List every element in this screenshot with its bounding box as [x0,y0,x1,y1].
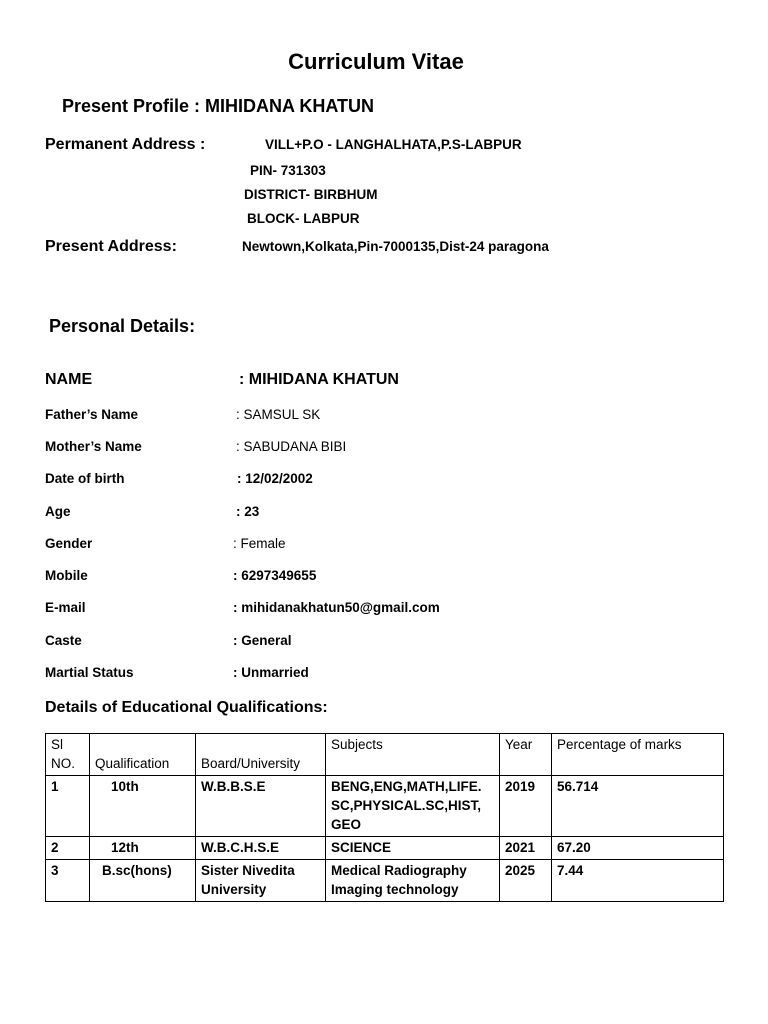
col-header-percentage: Percentage of marks [552,734,724,776]
address-line-pin: PIN- 731303 [250,163,326,178]
cell-board: W.B.B.S.E [196,776,326,837]
cell-year: 2021 [500,837,552,860]
email-value: : mihidanakhatun50@gmail.com [233,600,440,615]
present-address-label: Present Address: [45,238,177,255]
education-table [45,733,724,902]
table-row [46,776,724,837]
age-label: Age [45,504,71,519]
education-heading: Details of Educational Qualifications: [45,699,328,716]
caste-label: Caste [45,633,82,648]
table-header-row [46,734,724,776]
email-label: E-mail [45,600,86,615]
father-name-value: : SAMSUL SK [236,407,321,422]
cell-percentage: 7.44 [552,860,724,902]
col-header-subjects: Subjects [326,734,500,776]
personal-details-heading: Personal Details: [49,316,196,336]
col-header-sl [46,734,90,776]
permanent-address-label: Permanent Address : [45,136,206,153]
cell-percentage: 67.20 [552,837,724,860]
mother-name-value: : SABUDANA BIBI [236,439,347,454]
sl-header-line2: NO. [51,756,76,771]
cell-qualification: B.sc(hons) [90,860,196,902]
document-title: Curriculum Vitae [288,49,464,74]
table-row [46,837,724,860]
cell-subjects: SCIENCE [326,837,500,860]
address-line-district: DISTRICT- BIRBHUM [244,187,378,202]
cell-qualification: 10th [90,776,196,837]
cell-year: 2019 [500,776,552,837]
name-label: NAME [45,371,93,388]
mother-name-label: Mother’s Name [45,439,142,454]
sl-header-line1: Sl [51,737,64,752]
cell-percentage: 56.714 [552,776,724,837]
cell-sl: 2 [46,837,90,860]
dob-value: : 12/02/2002 [237,471,313,486]
mobile-value: : 6297349655 [233,568,317,583]
cell-subjects: Medical Radiography Imaging technology [326,860,500,902]
caste-value: : General [233,633,292,648]
mobile-label: Mobile [45,568,88,583]
cell-board: W.B.C.H.S.E [196,837,326,860]
marital-status-label: Martial Status [45,665,134,680]
table-row [46,860,724,902]
col-header-year: Year [500,734,552,776]
present-address-value: Newtown,Kolkata,Pin-7000135,Dist-24 paragona [242,239,549,254]
present-profile: Present Profile : MIHIDANA KHATUN [62,96,375,116]
cell-subjects: BENG,ENG,MATH,LIFE. SC,PHYSICAL.SC,HIST, GEO [326,776,500,837]
gender-value: : Female [233,536,286,551]
cell-sl: 1 [46,776,90,837]
address-line-village: VILL+P.O - LANGHALHATA,P.S-LABPUR [265,137,522,152]
age-value: : 23 [236,504,260,519]
col-header-board: Board/University [196,734,326,776]
name-value: : MIHIDANA KHATUN [239,371,399,388]
marital-status-value: : Unmarried [233,665,309,680]
col-header-qualification: Qualification [90,734,196,776]
address-line-block: BLOCK- LABPUR [247,211,360,226]
dob-label: Date of birth [45,471,125,486]
cell-sl: 3 [46,860,90,902]
cell-board: Sister Nivedita University [196,860,326,902]
cell-qualification: 12th [90,837,196,860]
father-name-label: Father’s Name [45,407,139,422]
cell-year: 2025 [500,860,552,902]
gender-label: Gender [45,536,93,551]
